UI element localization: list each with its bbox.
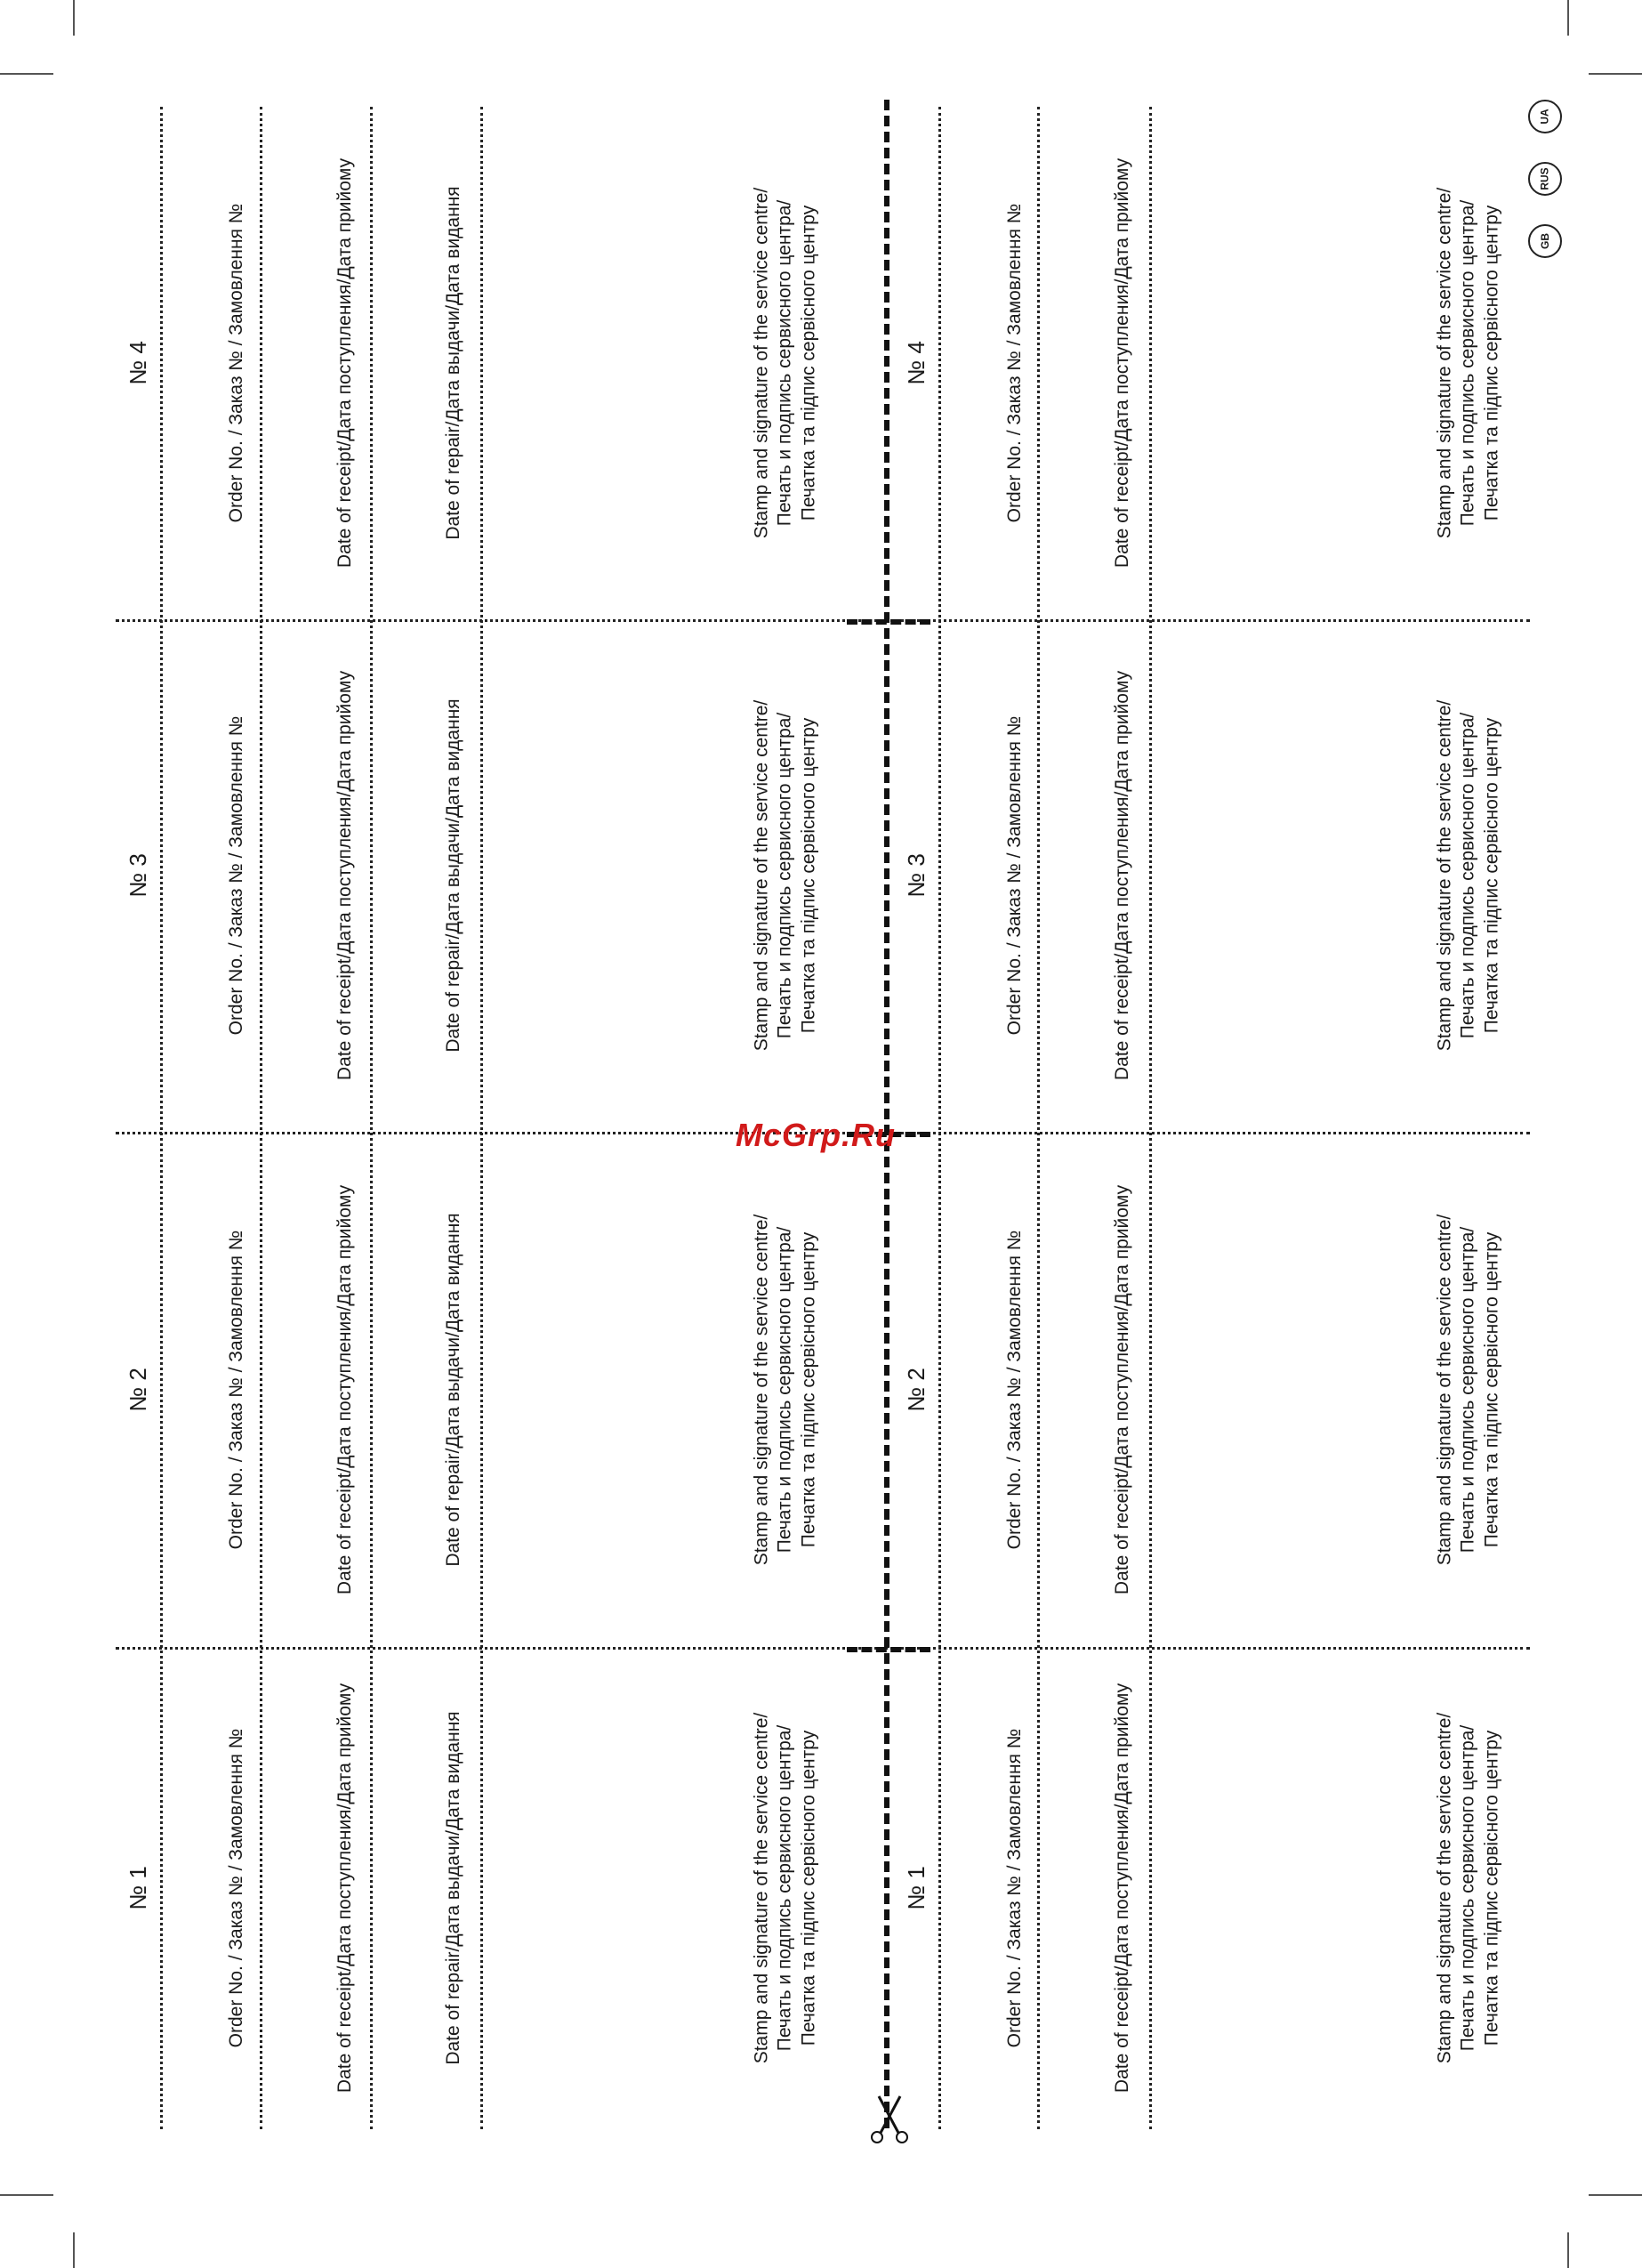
coupon-number: № 1 — [124, 1866, 151, 1910]
cut-line — [847, 1647, 930, 1652]
crop-mark — [0, 73, 53, 75]
language-badge-rus: RUS — [1528, 162, 1562, 196]
order-no-label: Order No. / Заказ № / Замовлення № — [225, 715, 246, 1036]
order-no-label: Order No. / Заказ № / Замовлення № — [1003, 1728, 1025, 2048]
date-receipt-label: Date of receipt/Дата поступления/Дата прийому — [1111, 1184, 1132, 1595]
date-repair-label: Date of repair/Дата выдачи/Дата видання — [442, 186, 463, 540]
cut-line — [847, 619, 930, 625]
language-badge-gb: GB — [1528, 224, 1562, 258]
coupon-number: № 3 — [124, 853, 151, 898]
divider — [938, 107, 941, 2129]
crop-mark — [1567, 0, 1569, 36]
divider — [370, 107, 373, 2129]
date-receipt-label: Date of receipt/Дата поступления/Дата прийому — [1111, 1683, 1132, 2094]
crop-mark — [73, 2232, 75, 2268]
divider — [116, 1647, 1530, 1650]
cut-line — [884, 100, 889, 2128]
stamp-label: Stamp and signature of the service centre/ Печать и подпись сервисного центра/ Печатка та підпис сервісного центру — [1434, 1712, 1502, 2064]
divider — [1037, 107, 1040, 2129]
crop-mark — [73, 0, 75, 36]
divider — [480, 107, 483, 2129]
date-receipt-label: Date of receipt/Дата поступления/Дата прийому — [334, 670, 355, 1081]
coupon-number: № 2 — [902, 1368, 930, 1412]
order-no-label: Order No. / Заказ № / Замовлення № — [225, 203, 246, 523]
coupon-number: № 4 — [124, 341, 151, 385]
coupon-number: № 3 — [902, 853, 930, 898]
date-receipt-label: Date of receipt/Дата поступления/Дата прийому — [1111, 157, 1132, 569]
scissors-icon — [865, 2091, 914, 2148]
coupon-number: № 1 — [902, 1866, 930, 1910]
date-receipt-label: Date of receipt/Дата поступления/Дата прийому — [334, 157, 355, 569]
crop-mark — [1567, 2232, 1569, 2268]
date-repair-label: Date of repair/Дата выдачи/Дата видання — [442, 1711, 463, 2065]
date-repair-label: Date of repair/Дата выдачи/Дата видання — [442, 1213, 463, 1567]
order-no-label: Order No. / Заказ № / Замовлення № — [225, 1728, 246, 2048]
stamp-label: Stamp and signature of the service centre/ Печать и подпись сервисного центра/ Печатка та підпис сервісного центру — [751, 699, 819, 1052]
order-no-label: Order No. / Заказ № / Замовлення № — [225, 1230, 246, 1550]
divider — [260, 107, 262, 2129]
crop-mark — [1589, 2194, 1642, 2196]
divider — [160, 107, 163, 2129]
language-badge-ua: UA — [1528, 100, 1562, 133]
crop-mark — [1589, 73, 1642, 75]
crop-mark — [0, 2194, 53, 2196]
coupon-number: № 4 — [902, 341, 930, 385]
stamp-label: Stamp and signature of the service centre/ Печать и подпись сервисного центра/ Печатка та підпис сервісного центру — [751, 187, 819, 539]
coupon-number: № 2 — [124, 1368, 151, 1412]
divider — [116, 619, 1530, 622]
watermark: McGrp.Ru — [736, 1117, 897, 1153]
date-receipt-label: Date of receipt/Дата поступления/Дата прийому — [334, 1683, 355, 2094]
stamp-label: Stamp and signature of the service centre/ Печать и подпись сервисного центра/ Печатка та підпис сервісного центру — [1434, 1214, 1502, 1566]
stamp-label: Stamp and signature of the service centre/ Печать и подпись сервисного центра/ Печатка та підпис сервісного центру — [751, 1214, 819, 1566]
date-receipt-label: Date of receipt/Дата поступления/Дата прийому — [1111, 670, 1132, 1081]
date-receipt-label: Date of receipt/Дата поступления/Дата прийому — [334, 1184, 355, 1595]
stamp-label: Stamp and signature of the service centre/ Печать и подпись сервисного центра/ Печатка та підпис сервісного центру — [751, 1712, 819, 2064]
order-no-label: Order No. / Заказ № / Замовлення № — [1003, 1230, 1025, 1550]
stamp-label: Stamp and signature of the service centre/ Печать и подпись сервисного центра/ Печатка та підпис сервісного центру — [1434, 187, 1502, 539]
divider — [1149, 107, 1152, 2129]
order-no-label: Order No. / Заказ № / Замовлення № — [1003, 715, 1025, 1036]
date-repair-label: Date of repair/Дата выдачи/Дата видання — [442, 698, 463, 1053]
order-no-label: Order No. / Заказ № / Замовлення № — [1003, 203, 1025, 523]
stamp-label: Stamp and signature of the service centre/ Печать и подпись сервисного центра/ Печатка та підпис сервісного центру — [1434, 699, 1502, 1052]
